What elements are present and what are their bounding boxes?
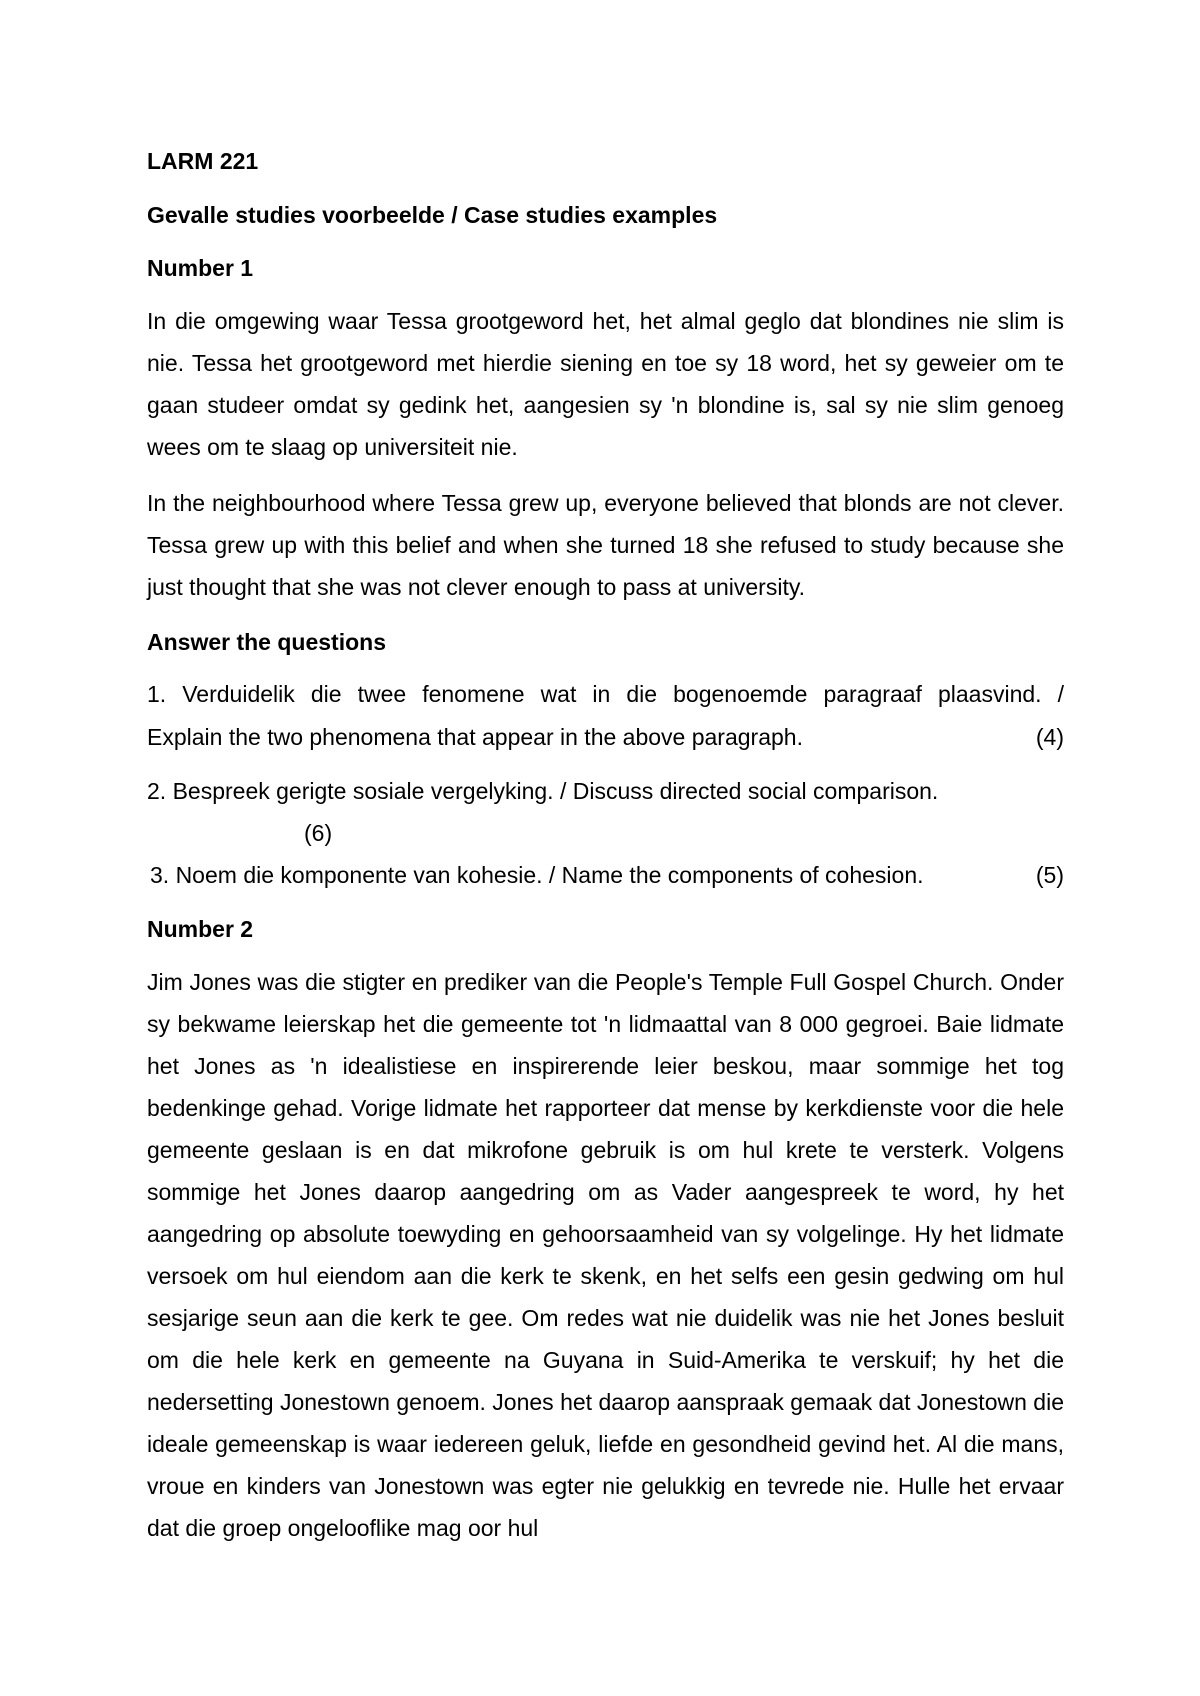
case1-english-paragraph: In the neighbourhood where Tessa grew up, everyone believed that blonds are not clever. Tessa grew up with this belief and when she turned 18 she refused to study because she just thought that she was not clever enough to pass at university.	[147, 490, 1064, 600]
question-2-marks: (6)	[304, 820, 333, 846]
question-3-text: 3. Noem die komponente van kohesie. / Name the components of cohesion.	[150, 862, 924, 888]
document-subtitle: Gevalle studies voorbeelde / Case studies examples	[147, 202, 718, 228]
question-1-marks: (4)	[1035, 724, 1064, 750]
course-code: LARM 221	[147, 148, 259, 174]
question-2-text: 2. Bespreek gerigte sosiale vergelyking. / Discuss directed social comparison.	[147, 778, 939, 804]
case1-heading: Number 1	[147, 255, 254, 281]
case2-paragraph: Jim Jones was die stigter en prediker van die People's Temple Full Gospel Church. Onder sy bekwame leierskap het die gemeente tot 'n lidmaattal van 8 000 gegroei. Baie lidmate het Jones as 'n idealistiese en inspirerende leier beskou, maar sommige het tog bedenkinge gehad. Vorige lidmate het rapporteer dat mense by kerkdienste voor die hele gemeente geslaan is en dat mikrofone gebruik is om hul krete te versterk. Volgens sommige het Jones daarop aangedring om as Vader aangespreek te word, hy het aangedring op absolute toewyding en gehoorsaamheid van sy volgelinge. Hy het lidmate versoek om hul eiendom aan die kerk te skenk, en het selfs een gesin gedwing om hul sesjarige seun aan die kerk te gee. Om redes wat nie duidelik was nie het Jones besluit om die hele kerk en gemeente na Guyana in Suid-Amerika te verskuif; hy het die nedersetting Jonestown genoem. Jones het daarop aanspraak gemaak dat Jonestown die ideale gemeenskap is waar iedereen geluk, liefde en gesondheid gevind het. Al die mans, vroue en kinders van Jonestown was egter nie gelukkig en tevrede nie. Hulle het ervaar dat die groep ongelooflike mag oor hul	[147, 969, 1064, 1541]
question-1-line-1: 1. Verduidelik die twee fenomene wat in die bogenoemde paragraaf plaasvind. /	[147, 681, 1064, 707]
question-1-line-2	[147, 722, 1064, 752]
question-3-line	[150, 860, 1064, 890]
case2-heading: Number 2	[147, 916, 254, 942]
questions-heading: Answer the questions	[147, 629, 386, 655]
question-1-line-2-text: Explain the two phenomena that appear in the above paragraph.	[147, 724, 803, 750]
case1-afrikaans-paragraph: In die omgewing waar Tessa grootgeword het, het almal geglo dat blondines nie slim is nie. Tessa het grootgeword met hierdie siening en toe sy 18 word, het sy geweier om te gaan studeer omdat sy gedink het, aangesien sy 'n blondine is, sal sy nie slim genoeg wees om te slaag op universiteit nie.	[147, 308, 1064, 460]
question-3-marks: (5)	[1035, 862, 1064, 888]
